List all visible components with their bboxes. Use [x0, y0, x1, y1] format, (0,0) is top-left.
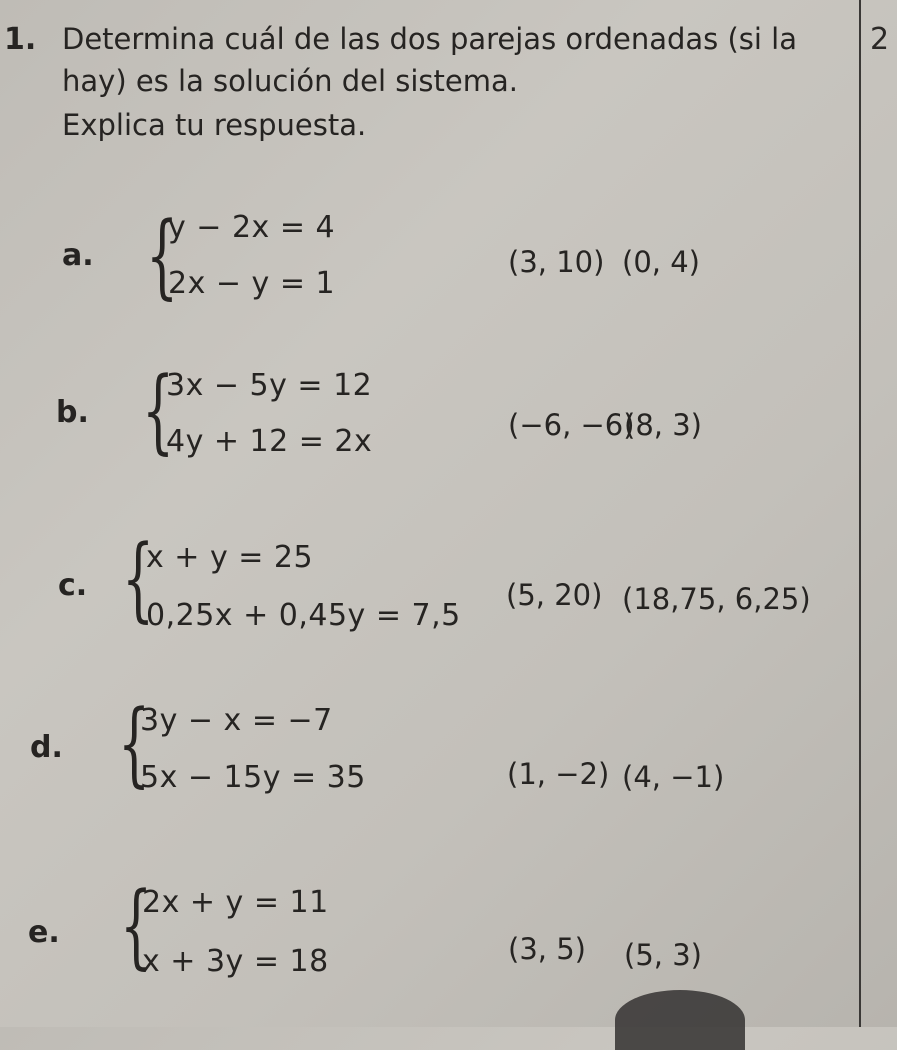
- item-d-letter: d.: [30, 730, 63, 765]
- item-d-pair-2: (4, −1): [622, 760, 725, 794]
- item-c-pair-2: (18,75, 6,25): [622, 582, 811, 616]
- item-a-pair-1: (3, 10): [508, 245, 605, 279]
- item-c-letter: c.: [58, 568, 88, 603]
- item-b-brace: {: [142, 357, 175, 464]
- item-d-equation-2: 5x − 15y = 35: [140, 760, 366, 795]
- item-b-pair-1: (−6, −6): [508, 408, 635, 442]
- item-b-pair-2: (8, 3): [624, 408, 702, 442]
- instruction-line-1: Determina cuál de las dos parejas ordenadas (si la: [62, 22, 797, 56]
- problem-number: 1.: [4, 22, 37, 57]
- item-b-equation-1: 3x − 5y = 12: [166, 368, 373, 403]
- item-a-equation-1: y − 2x = 4: [168, 210, 336, 245]
- item-d-equation-1: 3y − x = −7: [140, 703, 333, 738]
- item-e-equation-2: x + 3y = 18: [142, 944, 329, 979]
- item-c-brace: {: [122, 525, 155, 632]
- item-e-pair-1: (3, 5): [508, 932, 586, 966]
- instruction-line-3: Explica tu respuesta.: [62, 108, 367, 142]
- page-divider-line: [859, 0, 861, 1027]
- item-a-letter: a.: [62, 238, 94, 273]
- item-d-pair-1: (1, −2): [507, 757, 610, 791]
- instruction-line-2: hay) es la solución del sistema.: [62, 64, 518, 98]
- item-e-brace: {: [120, 872, 153, 979]
- side-page-number: 2: [870, 22, 890, 57]
- item-c-pair-1: (5, 20): [506, 578, 603, 612]
- item-e-letter: e.: [28, 915, 60, 950]
- item-a-equation-2: 2x − y = 1: [168, 266, 336, 301]
- item-b-letter: b.: [56, 395, 89, 430]
- item-c-equation-2: 0,25x + 0,45y = 7,5: [146, 598, 461, 633]
- item-c-equation-1: x + y = 25: [146, 540, 314, 575]
- item-e-pair-2: (5, 3): [624, 938, 702, 972]
- item-a-brace: {: [146, 202, 179, 309]
- finger-shadow: [615, 990, 745, 1050]
- item-e-equation-1: 2x + y = 11: [142, 885, 329, 920]
- item-a-pair-2: (0, 4): [622, 245, 700, 279]
- item-b-equation-2: 4y + 12 = 2x: [166, 424, 373, 459]
- item-d-brace: {: [118, 690, 151, 797]
